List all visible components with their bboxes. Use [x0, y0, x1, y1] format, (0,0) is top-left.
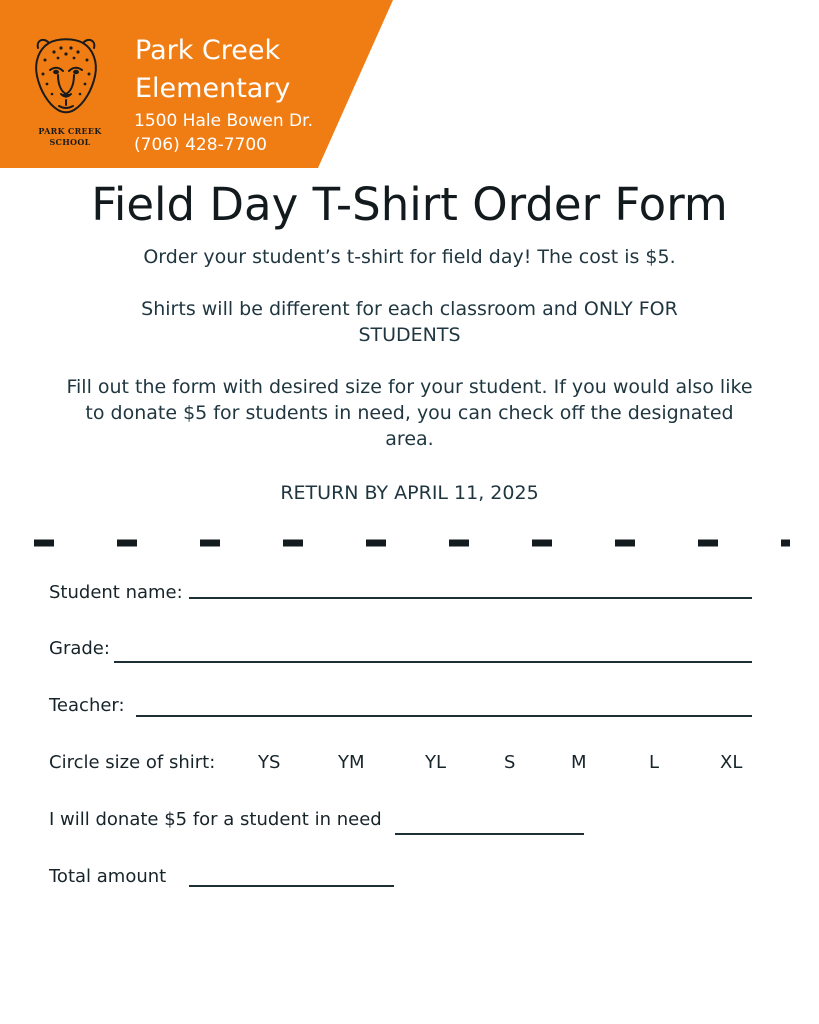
grade-field[interactable]	[114, 661, 752, 663]
school-name-line2: Elementary	[135, 73, 291, 104]
shirt-size-label: Circle size of shirt:	[49, 752, 216, 773]
school-banner	[0, 0, 393, 168]
teacher-label: Teacher:	[49, 695, 125, 716]
total-amount-field[interactable]	[189, 885, 394, 887]
school-phone: (706) 428-7700	[134, 135, 267, 155]
student-name-field[interactable]	[189, 597, 752, 599]
size-option-xl[interactable]: XL	[720, 752, 743, 773]
size-option-m[interactable]: M	[571, 752, 587, 773]
size-option-s[interactable]: S	[504, 752, 516, 773]
logo-text-line2: SCHOOL	[49, 137, 91, 147]
return-deadline: RETURN BY APRIL 11, 2025	[280, 482, 539, 504]
cheetah-icon	[28, 34, 104, 116]
size-option-l[interactable]: L	[649, 752, 660, 773]
student-name-label: Student name:	[49, 582, 183, 603]
total-amount-label: Total amount	[49, 866, 167, 887]
intro-instructions-text: Fill out the form with desired size for your student. If you would also like to donate $5 for students in need, you can check off the designated area.	[66, 376, 753, 450]
donate-label: I will donate $5 for a student in need	[49, 809, 382, 830]
grade-label: Grade:	[49, 638, 110, 659]
cut-line-divider	[0, 536, 819, 550]
intro-cost-text: Order your student’s t-shirt for field day! The cost is $5.	[143, 246, 676, 268]
donate-field[interactable]	[395, 833, 584, 835]
school-address: 1500 Hale Bowen Dr.	[134, 111, 313, 131]
teacher-field[interactable]	[136, 715, 752, 717]
size-option-ym[interactable]: YM	[338, 752, 365, 773]
school-name-line1: Park Creek	[135, 35, 281, 66]
size-option-ys[interactable]: YS	[258, 752, 281, 773]
intro-classroom-text: Shirts will be different for each classroom and ONLY FOR STUDENTS	[141, 298, 678, 346]
size-option-yl[interactable]: YL	[425, 752, 447, 773]
logo-text-line1: PARK CREEK	[38, 126, 102, 136]
page-title: Field Day T-Shirt Order Form	[91, 178, 728, 231]
